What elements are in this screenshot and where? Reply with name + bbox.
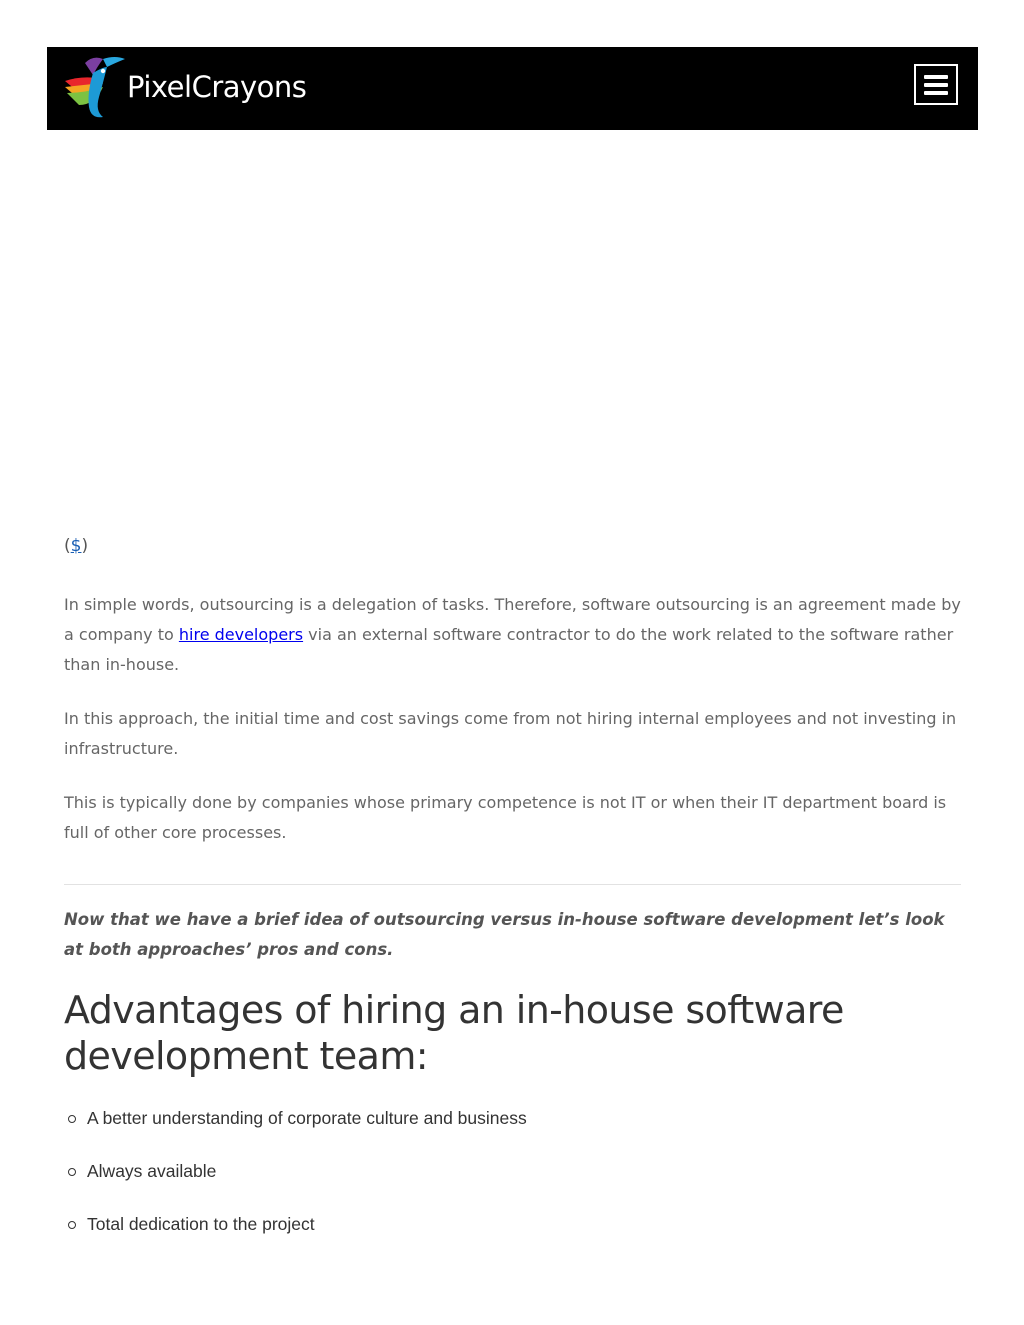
intro-text-start: In simple words, outsourcing is a delegation of tasks. Therefore, software outsourcing is an agreement made by a company to <box>64 595 961 644</box>
circle-bullet-icon <box>68 1168 76 1176</box>
hummingbird-logo-icon <box>63 53 125 123</box>
price-link[interactable]: $ <box>70 536 82 556</box>
circle-bullet-icon <box>68 1221 76 1229</box>
list-item <box>64 1160 961 1182</box>
typical-usage-paragraph: This is typically done by companies whose primary competence is not IT or when their IT department board is full of other core processes. <box>64 793 947 842</box>
approach-paragraph: In this approach, the initial time and cost savings come from not hiring internal employees and not investing in infrastructure. <box>64 709 957 758</box>
intro-text-end: via an external software contractor to do the work related to the software rather than in-house. <box>64 625 954 674</box>
hamburger-line <box>924 83 948 87</box>
list-item-text: Total dedication to the project <box>87 1214 315 1234</box>
advantages-list <box>64 1107 961 1235</box>
brand-name: PixelCrayons <box>127 70 307 104</box>
brand-logo[interactable] <box>63 53 306 123</box>
hamburger-line <box>924 91 948 95</box>
section-divider <box>64 884 961 885</box>
hamburger-line <box>924 75 948 79</box>
article-body <box>64 536 961 1266</box>
list-item-text: Always available <box>87 1161 217 1181</box>
section-heading: Advantages of hiring an in-house software development team: <box>64 988 844 1078</box>
site-header <box>47 47 978 130</box>
hire-developers-link[interactable]: hire developers <box>178 625 304 644</box>
circle-bullet-icon <box>68 1115 76 1123</box>
list-item-text: A better understanding of corporate culture and business <box>87 1108 527 1128</box>
lead-paragraph: Now that we have a brief idea of outsourcing versus in-house software development let’s look at both approaches’ pros and cons. <box>64 910 945 959</box>
list-item <box>64 1213 961 1235</box>
menu-button[interactable] <box>914 64 958 105</box>
price-tag: ($) <box>64 536 89 556</box>
intro-paragraph <box>64 590 961 680</box>
list-item <box>64 1107 961 1129</box>
